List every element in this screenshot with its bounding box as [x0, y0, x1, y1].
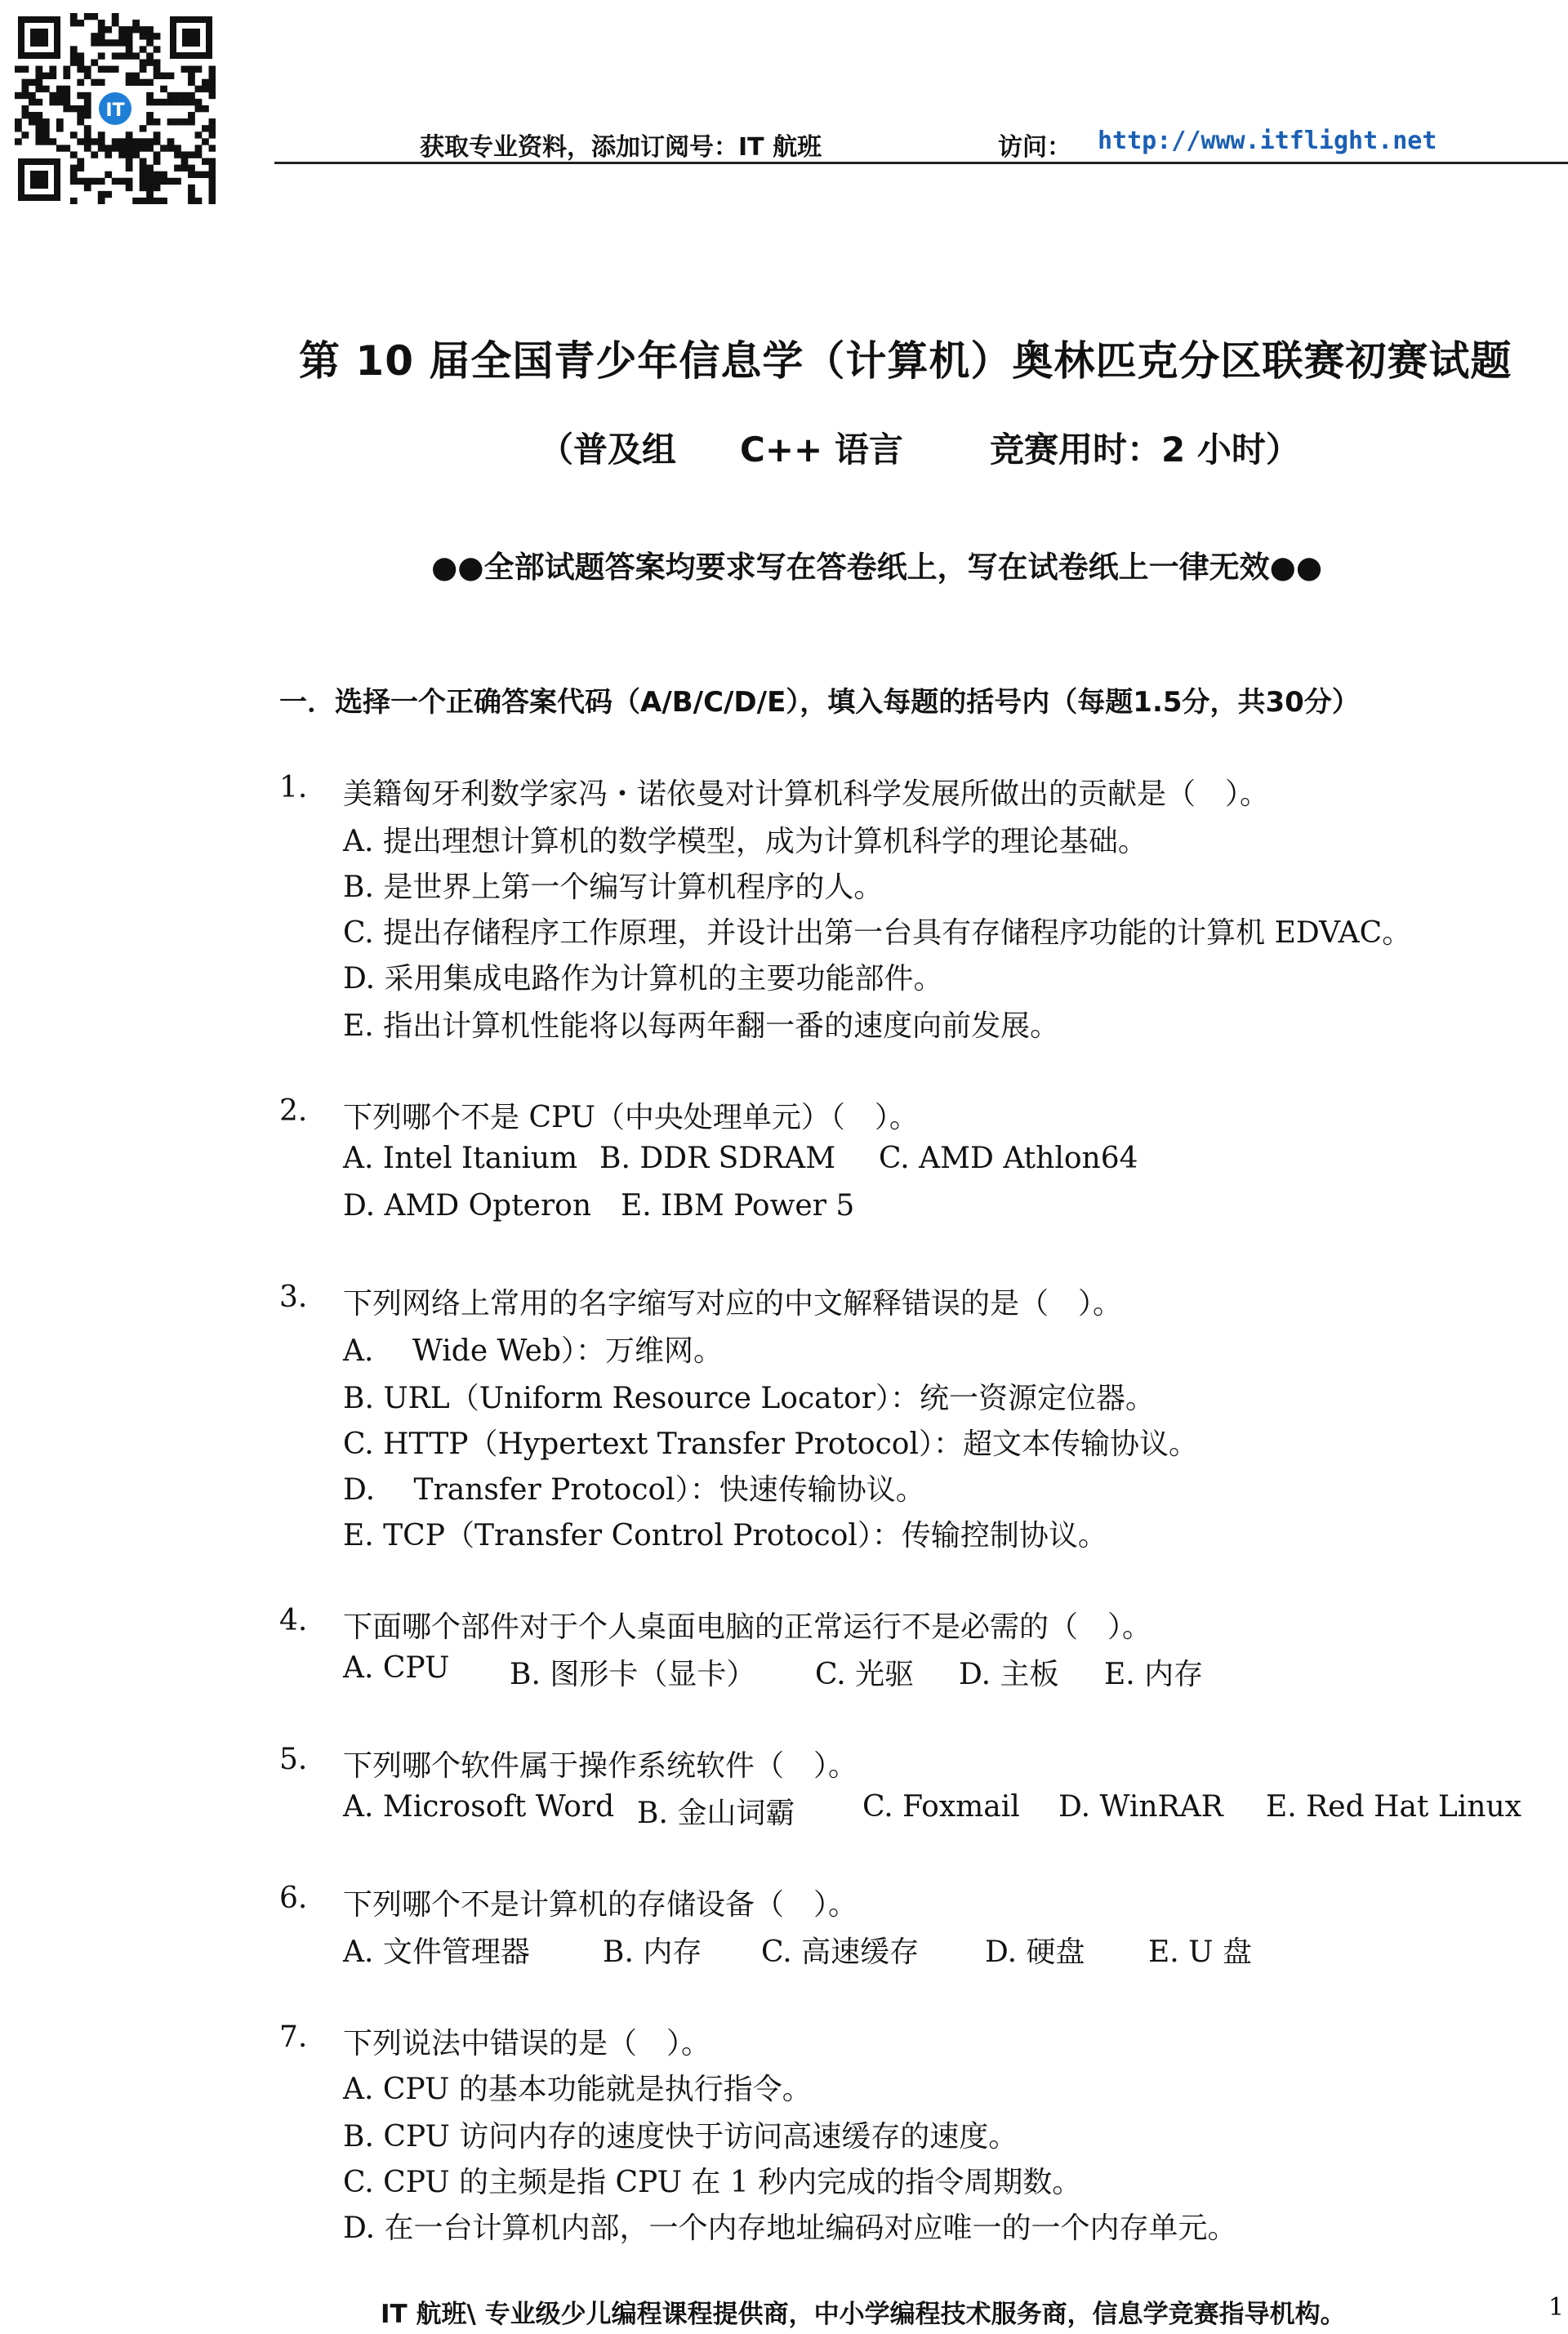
- question-number: 1.: [279, 771, 308, 804]
- option-c: C. 高速缓存: [761, 1935, 920, 1969]
- subtitle-group: （普及组: [539, 430, 677, 470]
- subtitle-time: 竞赛用时：2 小时）: [990, 430, 1300, 470]
- page-title: 第 10 届全国青少年信息学（计算机）奥林匹克分区联赛初赛试题: [299, 337, 1512, 385]
- option-d: D. WinRAR: [1058, 1790, 1223, 1824]
- option-a: A. 提出理想计算机的数学模型，成为计算机科学的理论基础。: [343, 825, 1147, 858]
- option-b: B. CPU 访问内存的速度快于访问高速缓存的速度。: [343, 2120, 1018, 2154]
- page-number: 1: [1548, 2293, 1565, 2322]
- option-a: A. CPU 的基本功能就是执行指令。: [343, 2073, 812, 2106]
- option-a: A. CPU: [343, 1651, 450, 1685]
- option-d: D. 采用集成电路作为计算机的主要功能部件。: [343, 962, 943, 996]
- option-c: C. Foxmail: [862, 1790, 1020, 1824]
- option-c: C. AMD Athlon64: [879, 1142, 1138, 1175]
- option-e: E. U 盘: [1148, 1935, 1252, 1969]
- subscribe-text: 获取专业资料，添加订阅号：IT 航班: [420, 133, 822, 162]
- option-a: A. 文件管理器: [343, 1935, 530, 1969]
- question-number: 5.: [279, 1743, 308, 1776]
- option-e: E. 内存: [1104, 1658, 1204, 1691]
- question-number: 6.: [279, 1882, 308, 1915]
- header-divider: [274, 162, 1568, 164]
- qr-code: [15, 13, 216, 204]
- option-b: B. 是世界上第一个编写计算机程序的人。: [343, 871, 884, 904]
- option-e: E. IBM Power 5: [621, 1189, 855, 1223]
- option-e: E. Red Hat Linux: [1266, 1790, 1521, 1824]
- question-number: 4.: [279, 1604, 308, 1637]
- question-text: 下列哪个不是 CPU（中央处理单元）（ ）。: [343, 1101, 919, 1134]
- question-text: 下列哪个软件属于操作系统软件（ ）。: [343, 1749, 858, 1783]
- option-d: D. 硬盘: [985, 1935, 1085, 1969]
- site-url-link[interactable]: http://www.itflight.net: [1098, 127, 1437, 155]
- option-c: C. CPU 的主频是指 CPU 在 1 秒内完成的指令周期数。: [343, 2166, 1082, 2199]
- question-text: 下列哪个不是计算机的存储设备（ ）。: [343, 1888, 858, 1922]
- question-number: 7.: [279, 2020, 308, 2054]
- option-c: C. HTTP（Hypertext Transfer Protocol）：超文本传输协议。: [343, 1428, 1198, 1461]
- page-footer: IT 航班\ 专业级少儿编程课程提供商，中小学编程技术服务商，信息学竞赛指导机构。: [381, 2300, 1346, 2329]
- itflight-logo: [96, 90, 134, 127]
- option-d: D. 主板: [959, 1658, 1059, 1691]
- question-number: 2.: [279, 1094, 308, 1128]
- question-text: 下面哪个部件对于个人桌面电脑的正常运行不是必需的（ ）。: [343, 1610, 1152, 1644]
- question-text: 美籍匈牙利数学家冯・诺依曼对计算机科学发展所做出的贡献是（ ）。: [343, 777, 1270, 811]
- option-e: E. 指出计算机性能将以每两年翻一番的速度向前发展。: [343, 1009, 1060, 1043]
- option-e: E. TCP（Transfer Control Protocol）：传输控制协议。: [343, 1519, 1107, 1552]
- section-heading: 一．选择一个正确答案代码（A/B/C/D/E），填入每题的括号内（每题1.5分，共30分）: [279, 686, 1360, 719]
- exam-notice: ●●全部试题答案均要求写在答卷纸上，写在试卷纸上一律无效●●: [431, 550, 1323, 585]
- question-number: 3.: [279, 1281, 308, 1314]
- question-text: 下列说法中错误的是（ ）。: [343, 2027, 711, 2060]
- option-b: B. 图形卡（显卡）: [510, 1658, 756, 1691]
- option-c: C. 光驱: [815, 1658, 915, 1691]
- option-b: B. 金山词霸: [637, 1797, 795, 1830]
- option-d: D. 在一台计算机内部，一个内存地址编码对应唯一的一个内存单元。: [343, 2212, 1237, 2245]
- option-d: D. Transfer Protocol）：快速传输协议。: [343, 1473, 925, 1507]
- option-b: B. 内存: [603, 1935, 702, 1969]
- option-a: A. Microsoft Word: [343, 1790, 615, 1824]
- option-c: C. 提出存储程序工作原理，并设计出第一台具有存储程序功能的计算机 EDVAC。: [343, 916, 1412, 950]
- question-text: 下列网络上常用的名字缩写对应的中文解释错误的是（ ）。: [343, 1287, 1123, 1321]
- svg-text:IT: IT: [105, 100, 125, 121]
- option-b: B. URL（Uniform Resource Locator）：统一资源定位器。: [343, 1382, 1155, 1415]
- option-b: B. DDR SDRAM: [599, 1142, 836, 1175]
- option-a: A. Wide Web）：万维网。: [343, 1334, 723, 1368]
- option-a: A. Intel Itanium: [343, 1142, 578, 1175]
- option-d: D. AMD Opteron: [343, 1189, 592, 1223]
- subtitle-language: C++ 语言: [740, 430, 903, 470]
- visit-label: 访问：: [998, 133, 1071, 162]
